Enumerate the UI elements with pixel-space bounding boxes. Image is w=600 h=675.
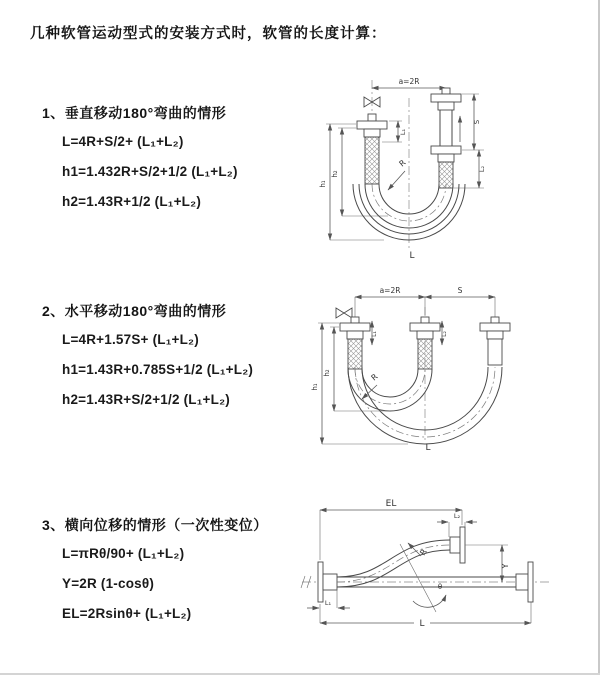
dimension-a2r xyxy=(355,286,495,319)
dim-label: h₁ xyxy=(311,383,319,391)
dim-label: L₂ xyxy=(478,165,486,173)
dimension-l2 xyxy=(454,150,486,188)
diagram-lateral-displacement xyxy=(298,496,598,646)
dim-label: L₁ xyxy=(324,599,332,607)
dimension-l2 xyxy=(441,321,448,345)
formula-line: EL=2Rsinθ+ (L₁+L₂) xyxy=(62,606,192,621)
section-lateral-displacement xyxy=(42,515,342,635)
formula-line: h1=1.432R+S/2+1/2 (L₁+L₂) xyxy=(62,164,238,179)
valve-icon xyxy=(336,308,352,318)
dim-label: R xyxy=(397,158,408,169)
dim-label: L₁ xyxy=(371,331,378,337)
dim-label: R xyxy=(418,547,429,558)
page-title: 几种软管运动型式的安装方式时，软管的长度计算： xyxy=(30,26,387,42)
dim-label: S xyxy=(473,119,481,125)
left-fitting xyxy=(357,114,387,184)
section-3-heading: 3、横向位移的情形（一次性变位） xyxy=(42,517,268,533)
dim-label: Y xyxy=(501,563,510,569)
left-fitting xyxy=(340,317,370,369)
formula-line: L=4R+S/2+ (L₁+L₂) xyxy=(62,134,184,149)
dimension-a2r xyxy=(372,77,446,88)
hose-u-bend xyxy=(348,369,432,411)
section-2-heading: 2、水平移动180°弯曲的情形 xyxy=(42,303,227,319)
radius-callout xyxy=(388,158,408,190)
section-vertical-180 xyxy=(42,103,342,223)
dimension-s xyxy=(425,286,495,297)
displaced-fitting xyxy=(480,317,510,365)
dim-label: a=2R xyxy=(379,286,401,295)
formula-line: h2=1.43R+1/2 (L₁+L₂) xyxy=(62,194,202,209)
dim-label: L₁ xyxy=(399,128,407,136)
dimension-s xyxy=(462,94,484,150)
formula-line: h1=1.43R+0.785S+1/2 (L₁+L₂) xyxy=(62,362,254,377)
dim-label: θ xyxy=(437,583,443,591)
dim-label: EL xyxy=(385,499,397,509)
length-label: L xyxy=(425,443,431,453)
formula-line: Y=2R (1-cosθ) xyxy=(62,576,155,591)
dimension-l1 xyxy=(371,321,378,345)
diagram-vertical-180 xyxy=(312,64,592,264)
right-fitting xyxy=(431,88,461,188)
dim-label: h₂ xyxy=(323,369,331,377)
formula-line: h2=1.43R+S/2+1/2 (L₁+L₂) xyxy=(62,392,230,407)
dim-label: S xyxy=(457,286,463,295)
formula-line: L=4R+1.57S+ (L₁+L₂) xyxy=(62,332,199,347)
dim-label: h₂ xyxy=(331,170,339,178)
dim-label: h₁ xyxy=(319,180,327,188)
dimension-l2 xyxy=(437,512,477,537)
dim-label: L₂ xyxy=(441,331,448,337)
left-flange xyxy=(318,562,337,602)
formula-line: L=πRθ/90+ (L₁+L₂) xyxy=(62,546,185,561)
dim-label: L xyxy=(419,619,425,629)
dim-label: a=2R xyxy=(398,77,420,86)
dimension-y xyxy=(465,545,510,582)
dimension-l1 xyxy=(307,589,350,608)
section-1-heading: 1、垂直移动180°弯曲的情形 xyxy=(42,105,227,121)
dimension-l xyxy=(320,602,531,629)
dimension-h2 xyxy=(331,128,388,216)
dim-label: R xyxy=(369,372,380,383)
section-horizontal-180 xyxy=(42,301,342,421)
length-label: L xyxy=(409,251,415,261)
diagram-horizontal-180 xyxy=(306,281,596,453)
center-fitting xyxy=(410,317,440,369)
s-curve-hose xyxy=(337,527,465,587)
dim-label: L₂ xyxy=(453,512,461,520)
